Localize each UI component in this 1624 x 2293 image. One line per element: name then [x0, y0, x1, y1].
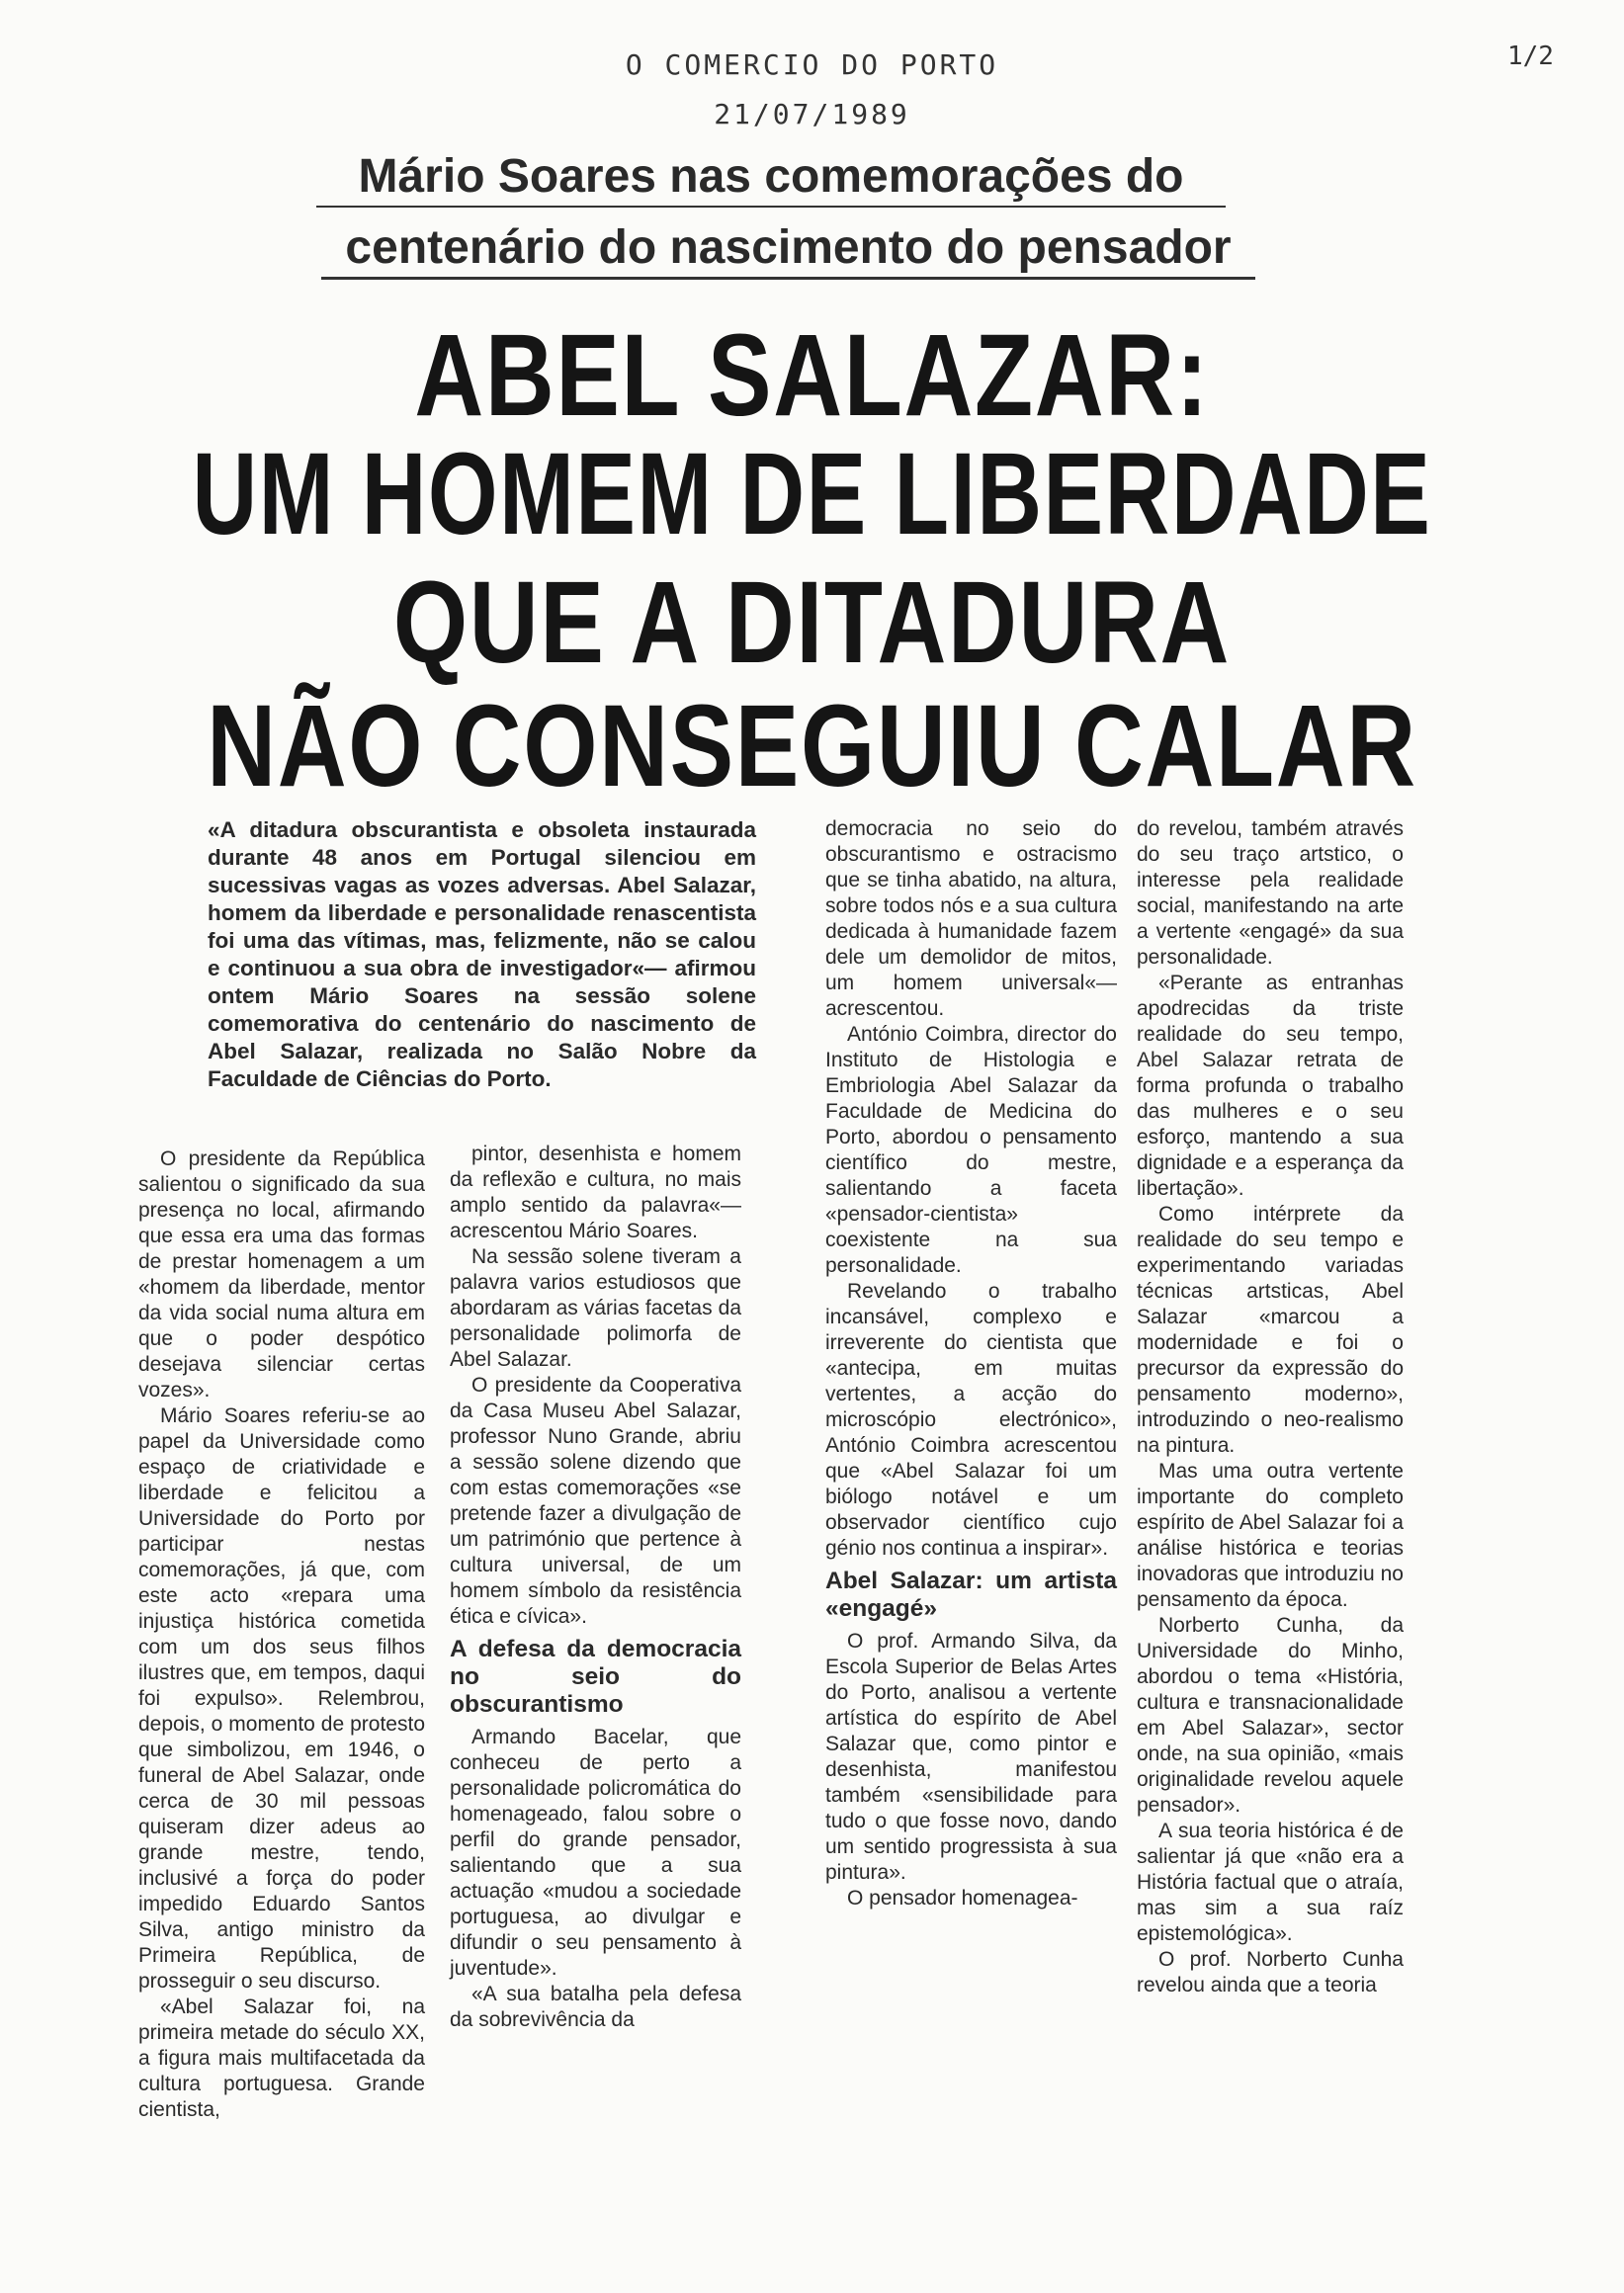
paragraph: democracia no seio do obscurantismo e ostracismo que se tinha abatido, na altura, sobre todos nós e a sua cultura dedicada à humanidade fazem dele um demolidor de mitos, um homem universal«— acrescentou. — [825, 817, 1117, 1020]
paragraph: António Coimbra, director do Instituto de Histologia e Embriologia Abel Salazar da Faculdade de Medicina do Porto, abordou o pensamento científico do mestre, salientando a faceta «pensador-cientista» coexistente na sua personalidade. — [825, 1023, 1117, 1277]
paragraph: Revelando o trabalho incansável, complexo e irreverente do cientista que «antecipa, em muitas vertentes, a acção do microscópio electrónico», António Coimbra acrescentou que «Abel Salazar foi um biólogo notável e um observador científico cujo génio nos continua a inspirar». — [825, 1280, 1117, 1560]
paragraph: O presidente da Cooperativa da Casa Museu Abel Salazar, professor Nuno Grande, abriu a sessão solene dizendo que com estas comemorações «se pretende fazer a divulgação de um património que pertence à cultura universal, de um homem símbolo da resistência ética e cívica». — [450, 1374, 741, 1628]
paragraph: O presidente da República salientou o significado da sua presença no local, afirmando que essa era uma das formas de prestar homenagem a um «homem da liberdade, mentor da vida social numa altura em que o poder despótico desejava silenciar certas vozes». — [138, 1147, 425, 1401]
paragraph: O prof. Norberto Cunha revelou ainda que a teoria — [1137, 1948, 1404, 1996]
page-number: 1/2 — [1507, 42, 1554, 71]
paragraph: Como intérprete da realidade do seu tempo e experimentando variadas técnicas artsticas, Abel Salazar «marcou a modernidade e foi o precursor da expressão do pensamento moderno», introduzindo o neo-realismo na pintura. — [1137, 1203, 1404, 1457]
subheadline-line-2: centenário do nascimento do pensador — [321, 219, 1255, 280]
headline-line-4: NÃO CONSEGUIU CALAR — [207, 681, 1417, 811]
paragraph: O pensador homenagea- — [847, 1887, 1078, 1910]
article-column-3 — [825, 816, 1117, 1911]
lead-paragraph: «A ditadura obscurantista e obsoleta instaurada durante 48 anos em Portugal silenciou em sucessivas vagas as vozes adversas. Abel Salazar, homem da liberdade e personalidade renascentista foi uma das vítimas, mas, felizmente, não se calou e continuou a sua obra de investigador«— afirmou ontem Mário Soares na sessão solene comemorativa do centenário do nascimento de Abel Salazar, realizada no Salão Nobre da Faculdade de Ciências do Porto. — [208, 817, 756, 1091]
article-column-2 — [450, 1142, 741, 2033]
section-heading: A defesa da democracia no seio do obscurantismo — [450, 1636, 741, 1718]
article-column-4 — [1137, 816, 1404, 1998]
section-heading: Abel Salazar: um artista «engagé» — [825, 1568, 1117, 1622]
article-column-1 — [138, 1146, 425, 2123]
paragraph: Norberto Cunha, da Universidade do Minho, abordou o tema «História, cultura e transnacionalidade em Abel Salazar», sector onde, na sua opinião, «mais originalidade revelou aquele pensador». — [1137, 1614, 1404, 1817]
paragraph: «Abel Salazar foi, na primeira metade do século XX, a figura mais multifacetada da cultura portuguesa. Grande cientista, — [138, 1996, 425, 2121]
paragraph: A sua teoria histórica é de salientar já que «não era a História factual que o atraía, mas sim a sua raíz epistemológica». — [1137, 1820, 1404, 1945]
paragraph: Na sessão solene tiveram a palavra varios estudiosos que abordaram as várias facetas da personalidade polimorfa de Abel Salazar. — [450, 1245, 741, 1371]
headline-line-3: QUE A DITADURA — [392, 557, 1232, 688]
paragraph: Mário Soares referiu-se ao papel da Universidade como espaço de criatividade e liberdade e felicitou a Universidade do Porto por participar nestas comemorações, já que, com este acto «repara uma injustiça histórica cometida com um dos seus filhos ilustres que, em tempos, daqui foi expulso». Relembrou, depois, o momento de protesto que simbolizou, em 1946, o funeral de Abel Salazar, onde cerca de 30 mil pessoas quiseram dizer adeus ao grande mestre, tendo, inclusivé a força do poder impedido Eduardo Santos Silva, antigo ministro da Primeira República, de prosseguir o seu discurso. — [138, 1404, 425, 1993]
paragraph: Armando Bacelar, que conheceu de perto a personalidade policromática do homenageado, falou sobre o perfil do grande pensador, salientando que a sua actuação «mudou a sociedade portuguesa, ao divulgar e difundir o seu pensamento à juventude». — [450, 1726, 741, 1980]
paragraph: Mas uma outra vertente importante do completo espírito de Abel Salazar foi a análise histórica e teorias inovadoras que introduziu no pensamento da época. — [1137, 1460, 1404, 1611]
paragraph: do revelou, também através do seu traço artstico, o interesse pela realidade social, manifestando na arte a vertente «engagé» da sua personalidade. — [1137, 817, 1404, 969]
headline-line-2: UM HOMEM DE LIBERDADE — [192, 429, 1432, 559]
source-stamp: O COMERCIO DO PORTO — [625, 48, 999, 81]
paragraph: O prof. Armando Silva, da Escola Superior de Belas Artes do Porto, analisou a vertente artística do espírito de Abel Salazar que, como pintor e desenhista, manifestou também «sensibilidade para tudo o que fosse novo, dando um sentido progressista à sua pintura». — [825, 1630, 1117, 1884]
headline-line-1: ABEL SALAZAR: — [414, 310, 1210, 441]
paragraph: pintor, desenhista e homem da reflexão e cultura, no mais amplo sentido da palavra«— acrescentou Mário Soares. — [450, 1143, 741, 1242]
subheadline-line-1: Mário Soares nas comemorações do — [316, 148, 1226, 208]
paragraph: «Perante as entranhas apodrecidas da triste realidade do seu tempo, Abel Salazar retrata de forma profunda o trabalho das mulheres e o seu esforço, mantendo a sua dignidade e a esperança da libertação». — [1137, 972, 1404, 1200]
date-stamp: 21/07/1989 — [714, 98, 910, 130]
paragraph: «A sua batalha pela defesa da sobrevivência da — [450, 1983, 741, 2031]
